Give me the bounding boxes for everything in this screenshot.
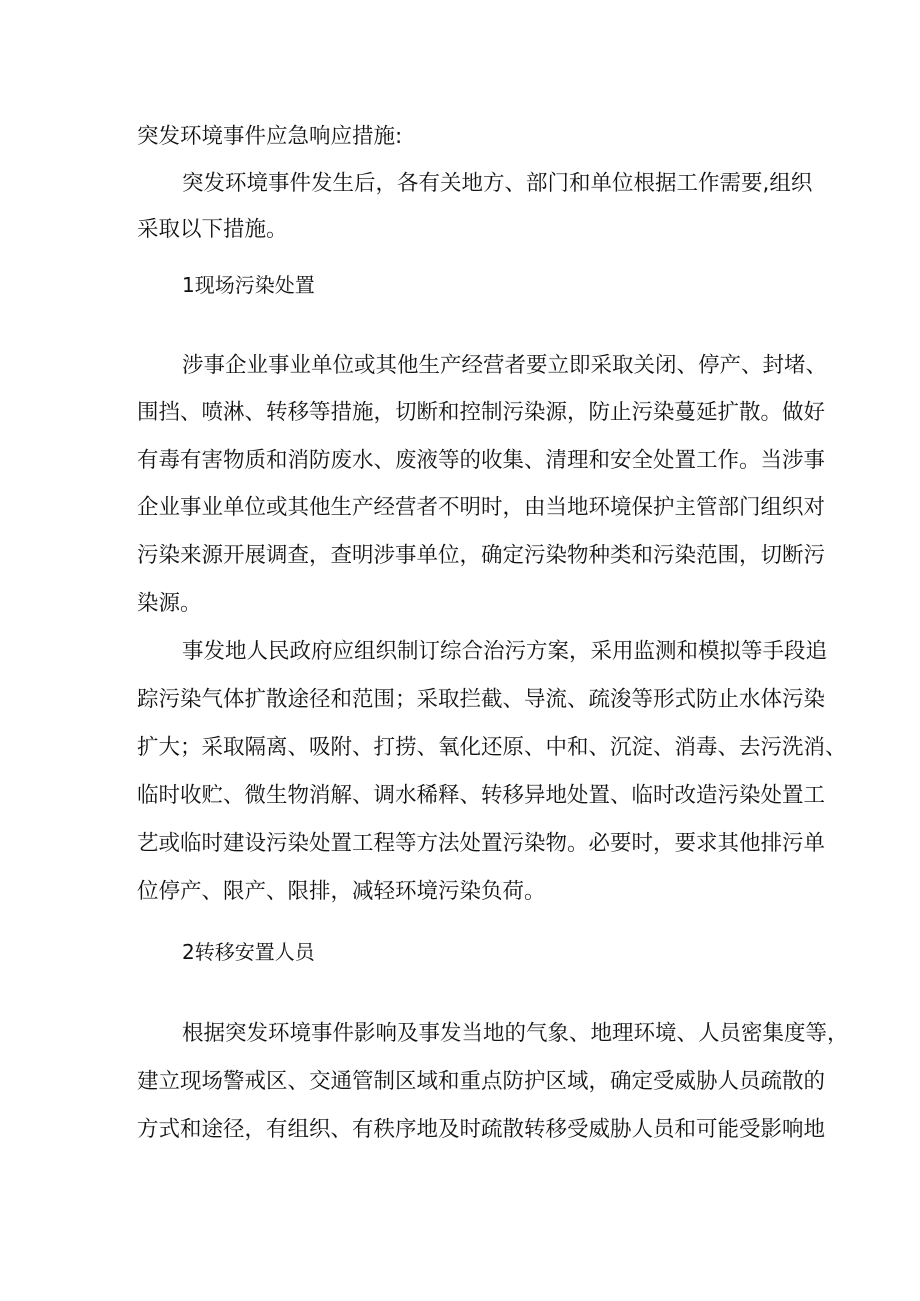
section-1-para-1-line: 企业事业单位或其他生产经营者不明时，由当地环境保护主管部门组织对 xyxy=(137,495,826,520)
section-1-para-1-line: 污染来源开展调查，查明涉事单位，确定污染物种类和污染范围，切断污 xyxy=(137,543,826,568)
section-1-para-2-line: 扩大；采取隔离、吸附、打捞、氧化还原、中和、沉淀、消毒、去污洗消、 xyxy=(137,735,847,760)
section-1-para-2-line: 位停产、限产、限排，减轻环境污染负荷。 xyxy=(137,879,546,904)
section-2-para-1-line: 建立现场警戒区、交通管制区域和重点防护区域，确定受威胁人员疏散的 xyxy=(137,1069,826,1094)
section-1-para-2-line: 临时收贮、微生物消解、调水稀释、转移异地处置、临时改造污染处置工 xyxy=(137,783,826,808)
section-2-heading: 2转移安置人员 xyxy=(182,940,315,964)
intro-paragraph-line: 采取以下措施。 xyxy=(137,217,288,242)
section-1-para-1-line: 有毒有害物质和消防废水、废液等的收集、清理和安全处置工作。当涉事 xyxy=(137,448,826,473)
section-1-para-1-line: 染源。 xyxy=(137,591,202,616)
section-2-para-1-line: 方式和途径，有组织、有秩序地及时疏散转移受威胁人员和可能受影响地 xyxy=(137,1117,826,1142)
section-1-para-2-line: 事发地人民政府应组织制订综合治污方案，采用监测和模拟等手段追 xyxy=(182,639,828,664)
section-1-para-1-line: 围挡、喷淋、转移等措施，切断和控制污染源，防止污染蔓延扩散。做好 xyxy=(137,400,826,425)
section-1-heading: 1现场污染处置 xyxy=(182,273,315,297)
section-1-para-1-line: 涉事企业事业单位或其他生产经营者要立即采取关闭、停产、封堵、 xyxy=(182,353,828,378)
section-2-para-1-line: 根据突发环境事件影响及事发当地的气象、地理环境、人员密集度等， xyxy=(182,1021,849,1046)
section-1-para-2-line: 艺或临时建设污染处置工程等方法处置污染物。必要时，要求其他排污单 xyxy=(137,831,826,856)
section-1-para-2-line: 踪污染气体扩散途径和范围；采取拦截、导流、疏浚等形式防止水体污染 xyxy=(137,687,826,712)
intro-title: 突发环境事件应急响应措施: xyxy=(137,124,403,149)
intro-paragraph-line: 突发环境事件发生后，各有关地方、部门和单位根据工作需要,组织 xyxy=(182,171,813,196)
